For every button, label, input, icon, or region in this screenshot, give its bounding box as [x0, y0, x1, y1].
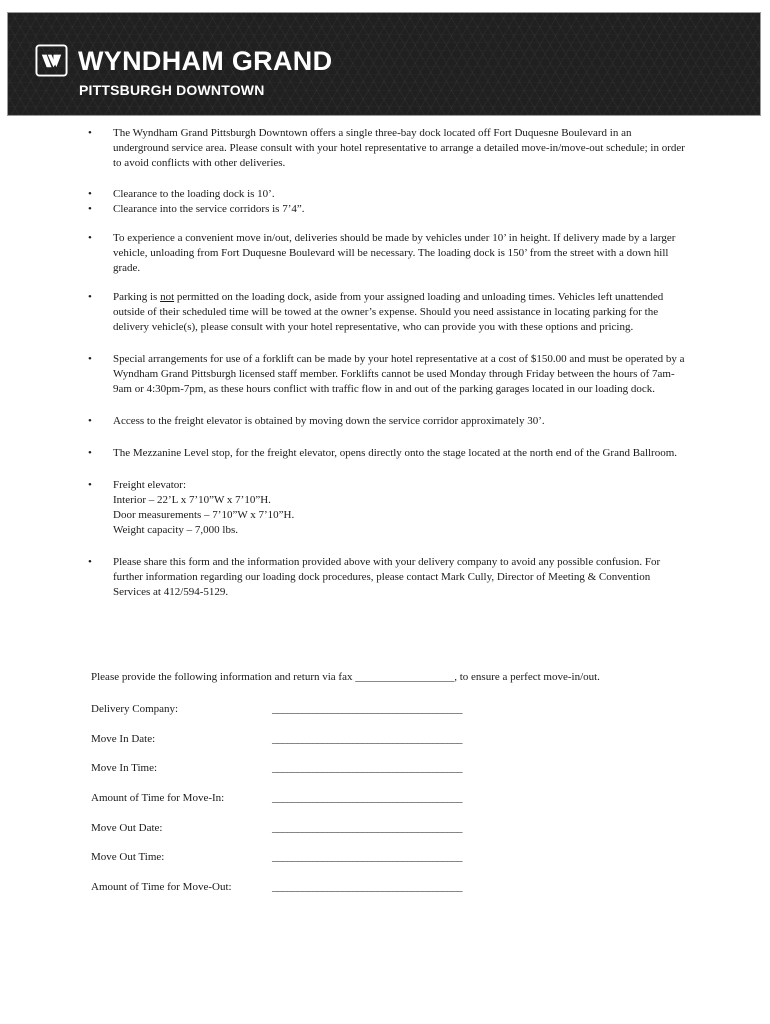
- elevator-spec-line: Weight capacity – 7,000 lbs.: [113, 524, 238, 536]
- form-label: Move Out Date:: [91, 821, 163, 834]
- bullet-text: [113, 291, 663, 333]
- delivery-company-field[interactable]: ______________________________________: [272, 703, 462, 715]
- bullet-parking: [88, 290, 688, 335]
- bullet-text: Please share this form and the information provided above with your delivery company to avoid any possible confusion. For further information regarding our loading dock procedures, please contact Mark Cully, Director of Meeting & Convention Services at 412/594-5129.: [113, 556, 661, 598]
- elevator-spec-line: Interior – 22’L x 7’10”W x 7’10”H.: [113, 494, 271, 506]
- bullet-corridor-clearance: [88, 202, 688, 217]
- bullet-marker: •: [88, 291, 92, 303]
- bullet-text: The Mezzanine Level stop, for the freight elevator, opens directly onto the stage located at the north end of the Grand Ballroom.: [113, 447, 678, 459]
- bullet-text: Clearance to the loading dock is 10’.: [113, 188, 275, 200]
- wyndham-w-icon: [35, 44, 68, 77]
- elevator-spec-line: Freight elevator:: [113, 479, 187, 491]
- bullet-marker: •: [88, 188, 92, 200]
- bullet-dock-overview: [88, 126, 688, 171]
- loading-dock-info-list: [88, 126, 688, 600]
- bullet-marker: •: [88, 127, 92, 139]
- bullet-marker: •: [88, 232, 92, 244]
- bullet-marker: •: [88, 353, 92, 365]
- bullet-text: Special arrangements for use of a forklift can be made by your hotel representative at a cost of $150.00 and must be operated by a Wyndham Grand Pittsburgh licensed staff member. Forklifts cannot be used Monday through Friday between the hours of 7am-9am or 4:30pm-7pm, as these hours conflict with traffic flow in and out of the parking garages located in our loading dock.: [113, 353, 685, 395]
- bullet-forklift: [88, 352, 688, 397]
- move-out-duration-field[interactable]: ______________________________________: [272, 881, 462, 894]
- move-out-time-field[interactable]: ______________________________________: [272, 851, 462, 864]
- form-label: Amount of Time for Move-In:: [91, 792, 225, 805]
- form-instructions: Please provide the following information and return via fax __________________, to ensure a perfect move-in/out.: [91, 671, 600, 683]
- bullet-marker: •: [88, 203, 92, 215]
- bullet-text: Clearance into the service corridors is 7’4”.: [113, 203, 305, 215]
- elevator-spec-line: Door measurements – 7’10”W x 7’10”H.: [113, 509, 295, 521]
- bullet-text-start: Parking is: [113, 291, 161, 303]
- move-out-date-field[interactable]: ______________________________________: [272, 821, 462, 834]
- bullet-text: To experience a convenient move in/out, deliveries should be made by vehicles under 10’ in height. If delivery made by a larger vehicle, unloading from Fort Duquesne Boulevard will be necessary. The loading dock is 150’ from the street with a down hill grade.: [113, 232, 676, 274]
- bullet-mezzanine: [88, 446, 688, 461]
- bullet-marker: •: [88, 479, 92, 491]
- bullet-text: The Wyndham Grand Pittsburgh Downtown offers a single three-bay dock located off Fort Duquesne Boulevard in an underground service area. Please consult with your hotel representative to arrange a detailed move-in/move-out schedule; in order to avoid conflicts with other deliveries.: [113, 127, 685, 169]
- bullet-dock-clearance: [88, 187, 688, 202]
- brand-location: PITTSBURGH DOWNTOWN: [79, 82, 265, 98]
- bullet-vehicle-height: [88, 231, 688, 276]
- header-banner: [7, 12, 761, 116]
- bullet-freight-elevator: [88, 478, 688, 538]
- brand-name: WYNDHAM GRAND: [78, 46, 333, 76]
- bullet-text: Access to the freight elevator is obtained by moving down the service corridor approximately 30’.: [113, 415, 545, 427]
- bullet-marker: •: [88, 556, 92, 568]
- form-label: Delivery Company:: [91, 703, 179, 715]
- form-label: Amount of Time for Move-Out:: [91, 881, 232, 894]
- bullet-marker: •: [88, 447, 92, 459]
- move-in-time-field[interactable]: ______________________________________: [272, 762, 462, 775]
- form-label: Move In Date:: [91, 732, 156, 745]
- bullet-freight-access: [88, 414, 688, 429]
- emphasis-not: not: [160, 291, 175, 303]
- bullet-text-end: permitted on the loading dock, aside from your assigned loading and unloading times. Vehicles left unattended outside of their scheduled time will be towed at the owner’s expense. Should you need assistance in locating parking for the delivery vehicle(s), please consult with your hotel representative, who can provide you with these options and pricing.: [113, 291, 664, 333]
- move-in-duration-field[interactable]: ______________________________________: [272, 792, 462, 805]
- bullet-share-form: [88, 555, 688, 600]
- form-label: Move Out Time:: [91, 851, 165, 864]
- bullet-marker: •: [88, 415, 92, 427]
- move-in-date-field[interactable]: ______________________________________: [272, 732, 462, 745]
- form-label: Move In Time:: [91, 762, 158, 775]
